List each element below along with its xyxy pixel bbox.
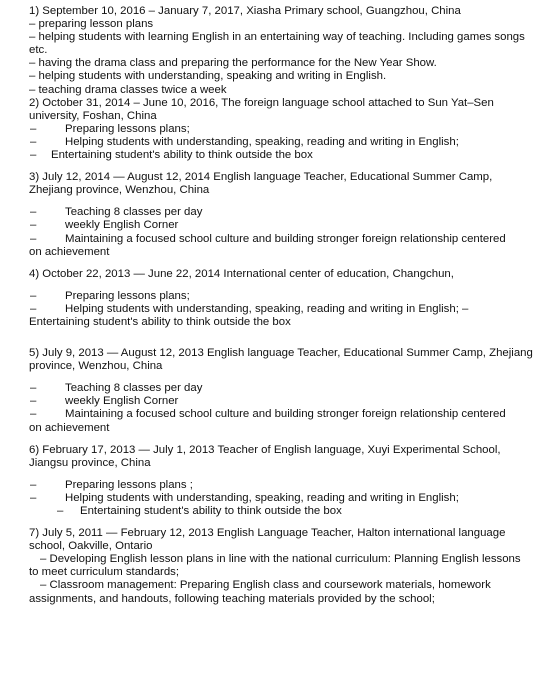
spacer (29, 197, 533, 206)
section-4-item-1-text: Preparing lessons plans; (65, 289, 190, 302)
section-2-item-3 (29, 149, 533, 162)
bullet-dash: – (30, 408, 37, 421)
section-2-item-3-text: Entertaining student's ability to think outside the box (51, 149, 313, 162)
experience-section-1 (29, 5, 533, 97)
section-6-item-2 (29, 492, 533, 505)
section-3-item-1-text: Teaching 8 classes per day (65, 206, 203, 219)
bullet-dash: – (30, 206, 37, 219)
bullet-dash: – (30, 149, 37, 162)
section-3-item-3-text: Maintaining a focused school culture and building stronger foreign relationship centered (65, 232, 506, 245)
section-6-item-3-text: Entertaining student's ability to think outside the box (80, 505, 342, 517)
section-5-item-2 (29, 395, 533, 408)
section-5-item-1-text: Teaching 8 classes per day (65, 382, 203, 395)
experience-section-6 (29, 444, 533, 518)
section-1-heading: 1) September 10, 2016 – January 7, 2017, Xiasha Primary school, Guangzhou, China (29, 5, 461, 17)
bullet-dash: – (30, 478, 37, 491)
bullet-dash: – (30, 395, 37, 408)
section-5-item-3-text: Maintaining a focused school culture and building stronger foreign relationship centered (65, 408, 506, 421)
section-7-paragraph-2-text: – Classroom management: Preparing English class and coursework materials, homework assignments, and handouts, following teaching materials provided by the school; (29, 579, 491, 605)
section-5-continuation: on achievement (29, 421, 110, 434)
section-3-item-1 (29, 206, 533, 219)
section-1-line-4: – helping students with understanding, speaking and writing in English. (29, 70, 387, 83)
section-1-line-5: – teaching drama classes twice a week (29, 83, 227, 96)
spacer (29, 329, 533, 338)
section-6-heading: 6) February 17, 2013 — July 1, 2013 Teacher of English language, Xuyi Experimental School, Jiangsu province, China (29, 443, 501, 469)
experience-section-5 (29, 347, 533, 435)
section-5-item-3 (29, 408, 533, 421)
section-6-item-1-text: Preparing lessons plans ; (65, 478, 193, 491)
section-5-item-1 (29, 382, 533, 395)
section-2-item-1 (29, 123, 533, 136)
section-7-paragraph-1 (29, 553, 533, 579)
bullet-dash: – (30, 232, 37, 245)
section-3-item-3 (29, 233, 533, 246)
experience-section-7 (29, 527, 533, 606)
section-2-item-2 (29, 136, 533, 149)
spacer (29, 518, 533, 527)
section-1-line-3: – having the drama class and preparing the performance for the New Year Show. (29, 57, 437, 70)
spacer (29, 259, 533, 268)
section-5-heading: 5) July 9, 2013 — August 12, 2013 English language Teacher, Educational Summer Camp, Zhejiang province, Wenzhou, China (29, 347, 533, 373)
experience-section-4 (29, 268, 533, 329)
section-1-line-2: – helping students with learning English in an entertaining way of teaching. Including games songs etc. (29, 31, 525, 57)
section-6-item-2-text: Helping students with understanding, speaking, reading and writing in English; (65, 491, 459, 504)
section-2-item-1-text: Preparing lessons plans; (65, 122, 190, 135)
section-1-line-1: – preparing lesson plans (29, 18, 154, 31)
experience-section-2 (29, 97, 533, 162)
section-3-item-2-text: weekly English Corner (65, 219, 179, 232)
section-6-item-1 (29, 479, 533, 492)
spacer (29, 162, 533, 171)
section-4-item-1 (29, 290, 533, 303)
section-7-paragraph-2 (29, 579, 533, 605)
section-4-item-2-text: Helping students with understanding, speaking, reading and writing in English; – (65, 302, 469, 315)
section-7-heading: 7) July 5, 2011 — February 12, 2013 English Language Teacher, Halton international language school, Oakville, Ontario (29, 527, 506, 553)
bullet-dash: – (30, 219, 37, 232)
bullet-dash: – (30, 382, 37, 395)
section-4-item-2 (29, 303, 533, 316)
section-4-continuation: Entertaining student's ability to think outside the box (29, 315, 291, 328)
bullet-dash: – (30, 289, 37, 302)
bullet-dash: – (30, 135, 37, 148)
section-7-paragraph-1-text: – Developing English lesson plans in line with the national curriculum: Planning English lessons to meet curriculum standards; (29, 553, 521, 579)
experience-section-3 (29, 171, 533, 259)
bullet-dash: – (57, 505, 64, 517)
bullet-dash: – (30, 491, 37, 504)
spacer (29, 281, 533, 290)
spacer (29, 338, 533, 347)
section-5-item-2-text: weekly English Corner (65, 395, 179, 408)
section-2-item-2-text: Helping students with understanding, speaking, reading and writing in English; (65, 135, 459, 148)
spacer (29, 373, 533, 382)
section-4-heading: 4) October 22, 2013 — June 22, 2014 International center of education, Changchun, (29, 267, 454, 280)
section-2-heading: 2) October 31, 2014 – June 10, 2016, The foreign language school attached to Sun Yat–Sen university, Foshan, China (29, 96, 494, 122)
bullet-dash: – (30, 122, 37, 135)
bullet-dash: – (30, 302, 37, 315)
section-3-continuation: on achievement (29, 245, 110, 258)
spacer (29, 435, 533, 444)
section-3-heading: 3) July 12, 2014 — August 12, 2014 English language Teacher, Educational Summer Camp, Zhejiang province, Wenzhou, China (29, 171, 493, 197)
section-3-item-2 (29, 219, 533, 232)
section-6-item-3 (29, 505, 533, 518)
spacer (29, 470, 533, 479)
